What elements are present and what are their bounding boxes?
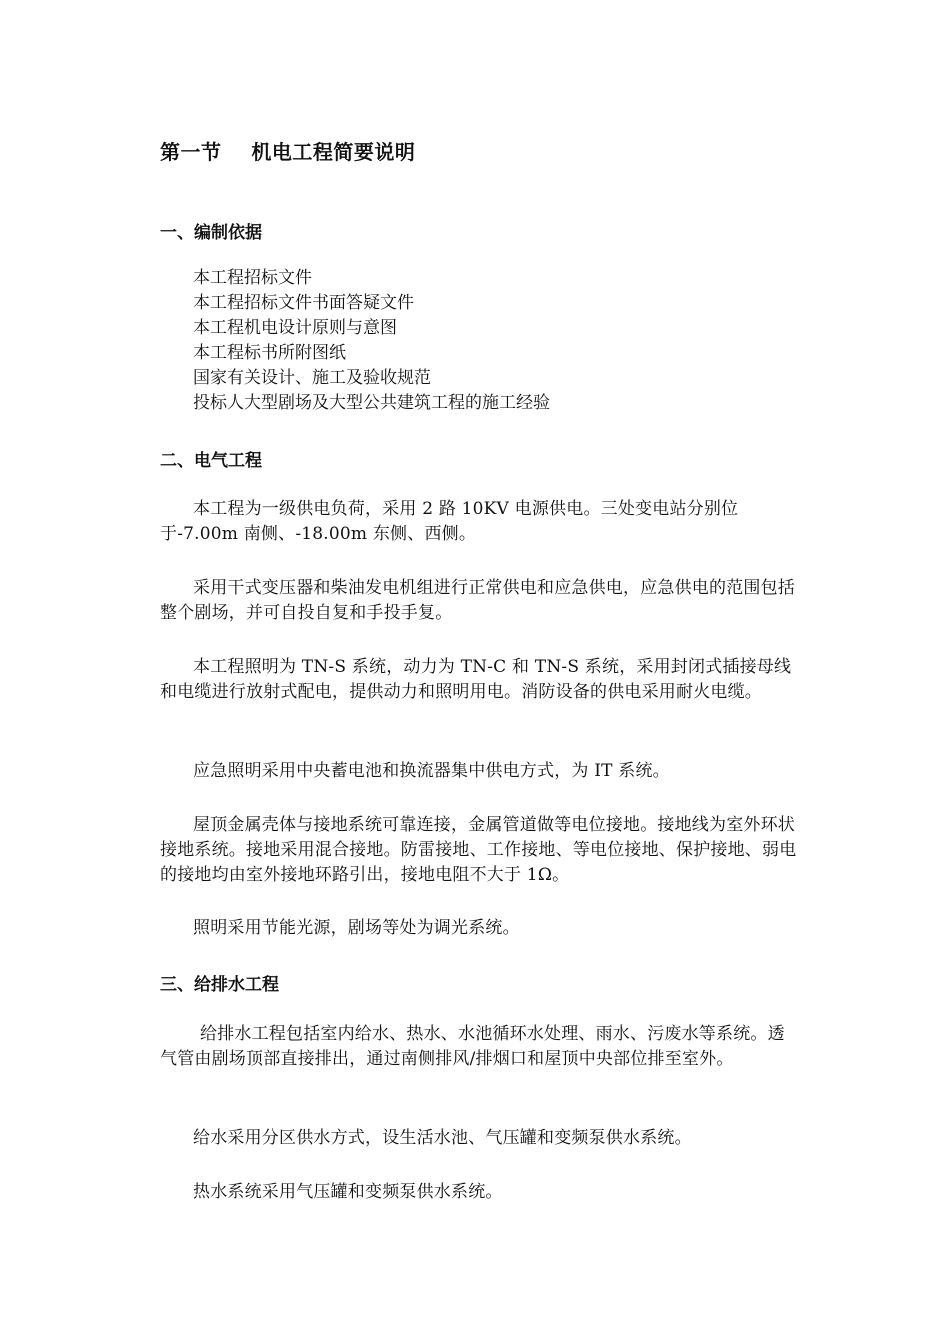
list-item: 国家有关设计、施工及验收规范 [193,368,431,388]
list-item: 本工程招标文件书面答疑文件 [193,293,414,313]
paragraph: 本工程为一级供电负荷，采用 2 路 10KV 电源供电。三处变电站分别位于-7.00m 南侧、-18.00m 东侧、西侧。 [160,499,739,544]
section-heading-basis: 一、编制依据 [160,223,262,243]
list-item: 本工程标书所附图纸 [193,343,346,363]
paragraph: 给排水工程包括室内给水、热水、水池循环水处理、雨水、污废水等系统。透气管由剧场顶部直接排出，通过南侧排风/排烟口和屋顶中央部位排至室外。 [160,1024,785,1069]
paragraph: 采用干式变压器和柴油发电机组进行正常供电和应急供电，应急供电的范围包括整个剧场，并可自投自复和手投手复。 [160,578,795,623]
paragraph: 应急照明采用中央蓄电池和换流器集中供电方式，为 IT 系统。 [193,761,670,781]
paragraph: 给水采用分区供水方式，设生活水池、气压罐和变频泵供水系统。 [193,1128,692,1148]
list-item: 本工程机电设计原则与意图 [193,318,397,338]
section-heading-plumbing: 三、给排水工程 [160,975,279,995]
page-title: 第一节 机电工程简要说明 [160,140,416,164]
paragraph: 热水系统采用气压罐和变频泵供水系统。 [193,1182,503,1202]
paragraph: 照明采用节能光源，剧场等处为调光系统。 [193,918,520,938]
paragraph: 屋顶金属壳体与接地系统可靠连接，金属管道做等电位接地。接地线为室外环状接地系统。接地采用混合接地。防雷接地、工作接地、等电位接地、保护接地、弱电的接地均由室外接地环路引出，接地电阻不大于 1Ω。 [160,815,797,885]
list-item: 投标人大型剧场及大型公共建筑工程的施工经验 [193,393,550,413]
list-item: 本工程招标文件 [193,268,312,288]
paragraph: 本工程照明为 TN-S 系统，动力为 TN-C 和 TN-S 系统，采用封闭式插接母线和电缆进行放射式配电，提供动力和照明用电。消防设备的供电采用耐火电缆。 [160,657,792,702]
basis-list [193,266,550,416]
section-heading-electrical: 二、电气工程 [160,451,262,471]
